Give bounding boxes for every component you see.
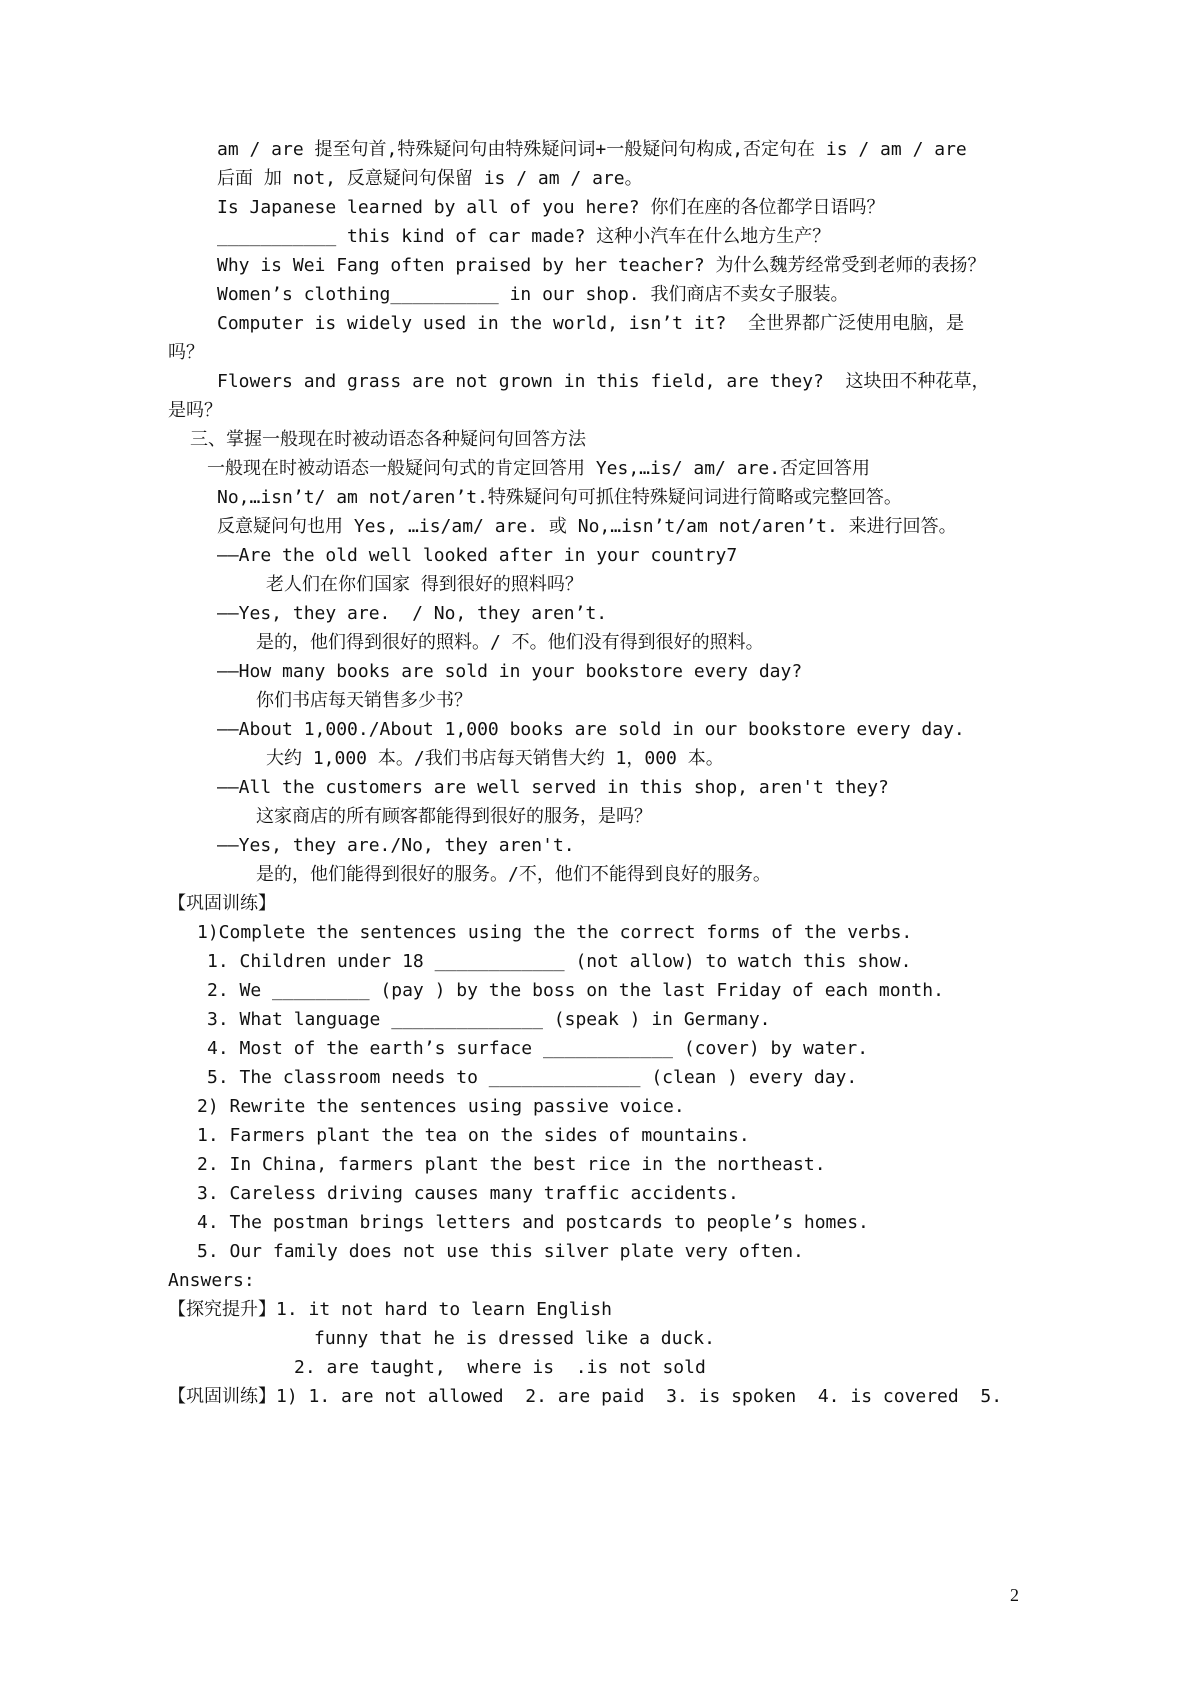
answer-line: 【探究提升】1. it not hard to learn English [168,1299,612,1320]
exercise-item: 5. Our family does not use this silver plate very often. [197,1241,804,1262]
exercise-item: 3. Careless driving causes many traffic accidents. [197,1183,739,1204]
dialogue-question: ——All the customers are well served in this shop, aren't they? [217,777,889,798]
dialogue-translation: 是的，他们能得到很好的服务。/不，他们不能得到良好的服务。 [256,864,771,885]
dialogue-translation: 大约 1,000 本。/我们书店每天销售大约 1，000 本。 [266,748,724,769]
dialogue-translation: 是的，他们得到很好的照料。/ 不。他们没有得到很好的照料。 [256,632,764,653]
dialogue-translation: 你们书店每天销售多少书？ [256,690,472,711]
answer-line: 2. are taught, where is .is not sold [294,1357,706,1378]
dialogue-answer: ——Yes, they are./No, they aren't. [217,835,575,856]
example-sentence: Flowers and grass are not grown in this field, are they? 这块田不种花草， [217,371,990,392]
exercise-instruction: 1)Complete the sentences using the the correct forms of the verbs. [197,922,913,943]
example-sentence: Computer is widely used in the world, isn’t it? 全世界都广泛使用电脑，是 [217,313,965,334]
answer-line: 【巩固训练】1) 1. are not allowed 2. are paid 3. is spoken 4. is covered 5. [168,1386,1003,1407]
example-sentence-continued: 是吗？ [168,400,222,421]
example-sentence: Is Japanese learned by all of you here? 你们在座的各位都学日语吗？ [217,197,885,218]
section-heading: 【巩固训练】 [168,893,276,914]
paragraph-line: am / are 提至句首,特殊疑问句由特殊疑问词+一般疑问句构成,否定句在 is / am / are [217,139,967,160]
paragraph-line: 后面 加 not, 反意疑问句保留 is / am / are。 [217,168,643,189]
exercise-item: 5. The classroom needs to ______________ (clean ) every day. [207,1067,858,1088]
dialogue-answer: ——About 1,000./About 1,000 books are sold in our bookstore every day. [217,719,965,740]
exercise-instruction: 2) Rewrite the sentences using passive voice. [197,1096,685,1117]
exercise-item: 2. In China, farmers plant the best rice in the northeast. [197,1154,826,1175]
section-heading: 三、掌握一般现在时被动语态各种疑问句回答方法 [190,429,586,450]
exercise-item: 3. What language ______________ (speak ) in Germany. [207,1009,771,1030]
answers-heading: Answers: [168,1270,255,1291]
dialogue-translation: 老人们在你们国家 得到很好的照料吗？ [266,574,583,595]
paragraph-line: 一般现在时被动语态一般疑问句式的肯定回答用 Yes,…is/ am/ are.否定回答用 [207,458,871,479]
exercise-item: 4. The postman brings letters and postcards to people’s homes. [197,1212,869,1233]
exercise-item: 1. Children under 18 ____________ (not allow) to watch this show. [207,951,912,972]
answer-line: funny that he is dressed like a duck. [314,1328,715,1349]
exercise-item: 2. We _________ (pay ) by the boss on the last Friday of each month. [207,980,944,1001]
example-sentence-continued: 吗？ [168,342,204,363]
paragraph-line: No,…isn’t/ am not/aren’t.特殊疑问句可抓住特殊疑问词进行简略或完整回答。 [217,487,902,508]
example-sentence: Why is Wei Fang often praised by her teacher? 为什么魏芳经常受到老师的表扬？ [217,255,986,276]
paragraph-line: 反意疑问句也用 Yes, …is/am/ are. 或 No,…isn’t/am not/aren’t. 来进行回答。 [217,516,957,537]
example-sentence: ___________ this kind of car made? 这种小汽车在什么地方生产？ [217,226,831,247]
exercise-item: 1. Farmers plant the tea on the sides of mountains. [197,1125,750,1146]
example-sentence: Women’s clothing__________ in our shop. 我们商店不卖女子服装。 [217,284,849,305]
dialogue-question: ——Are the old well looked after in your country7 [217,545,738,566]
dialogue-translation: 这家商店的所有顾客都能得到很好的服务，是吗？ [256,806,652,827]
dialogue-question: ——How many books are sold in your bookstore every day? [217,661,803,682]
page-number: 2 [1010,1585,1019,1605]
exercise-item: 4. Most of the earth’s surface ____________ (cover) by water. [207,1038,869,1059]
dialogue-answer: ——Yes, they are. / No, they aren’t. [217,603,608,624]
